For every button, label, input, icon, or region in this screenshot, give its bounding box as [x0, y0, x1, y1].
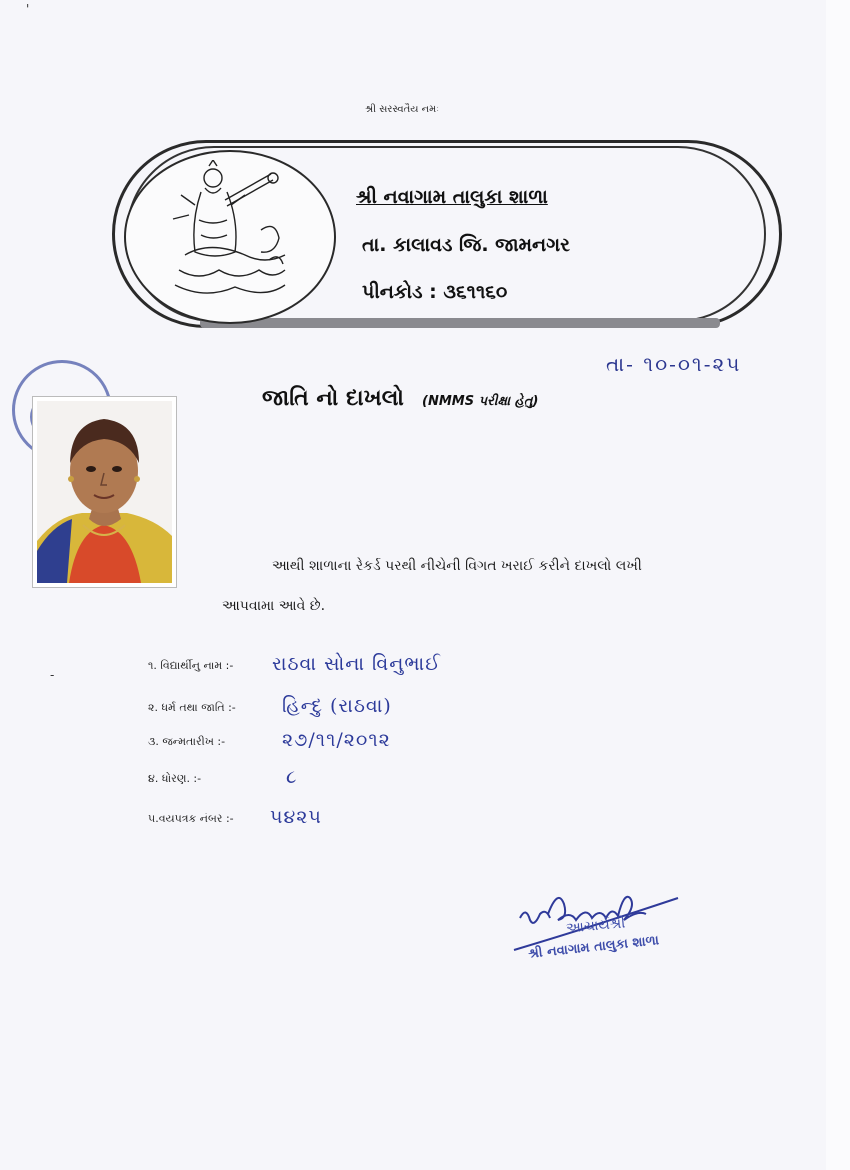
- scan-edge: [826, 0, 850, 1170]
- certificate-title: જાતિ નો દાખલો: [262, 386, 404, 411]
- field-label: ૩. જન્મતારીખ :-: [148, 735, 226, 748]
- school-address: તા. કાલાવડ જિ. જામનગર: [362, 234, 570, 256]
- field-value-birthdate: ૨૭/૧૧/૨૦૧૨: [282, 729, 391, 751]
- field-label: ૨. ધર્મ તથા જાતિ :-: [148, 701, 236, 714]
- field-value-religion-caste: હિન્દુ (રાઠવા): [282, 695, 392, 717]
- field-value-standard: ૮: [286, 766, 298, 788]
- invocation-text: શ્રી સરસ્વતૈય નમઃ: [365, 104, 440, 115]
- certificate-subtitle: (NMMS પરીક્ષા હેતુ): [422, 394, 539, 409]
- school-name: શ્રી નવાગામ તાલુકા શાળા: [356, 186, 548, 208]
- field-label: ૪. ધોરણ. :-: [148, 772, 202, 785]
- signatory-school: શ્રી નવાગામ તાલુકા શાળા: [527, 933, 660, 962]
- field-value-student-name: રાઠવા સોના વિનુભાઈ: [272, 653, 441, 675]
- intro-line-2: આપવામા આવે છે.: [222, 598, 326, 614]
- field-label: ૧. વિદ્યાર્થીનુ નામ :-: [148, 659, 234, 672]
- header-banner-shadow: [200, 318, 720, 328]
- field-label: ૫.વયપત્રક નંબર :-: [148, 812, 234, 825]
- school-pincode: પીનકોડ : ૩૬૧૧૬૦: [362, 281, 508, 303]
- saraswati-emblem-icon: [165, 160, 295, 305]
- scan-mark: -: [50, 668, 55, 682]
- intro-line-1: આથી શાળાના રેકર્ડ પરથી નીચેની વિગત ખરાઈ કરીને દાખલો લખી: [272, 558, 642, 574]
- issue-date: તા- ૧૦-૦૧-૨૫: [606, 352, 742, 376]
- scan-mark: ': [26, 2, 30, 16]
- field-value-register-number: ૫૪૨૫: [270, 806, 322, 828]
- signatory-role: આચાર્યશ્રી: [565, 915, 626, 937]
- student-photo-image: [37, 401, 172, 583]
